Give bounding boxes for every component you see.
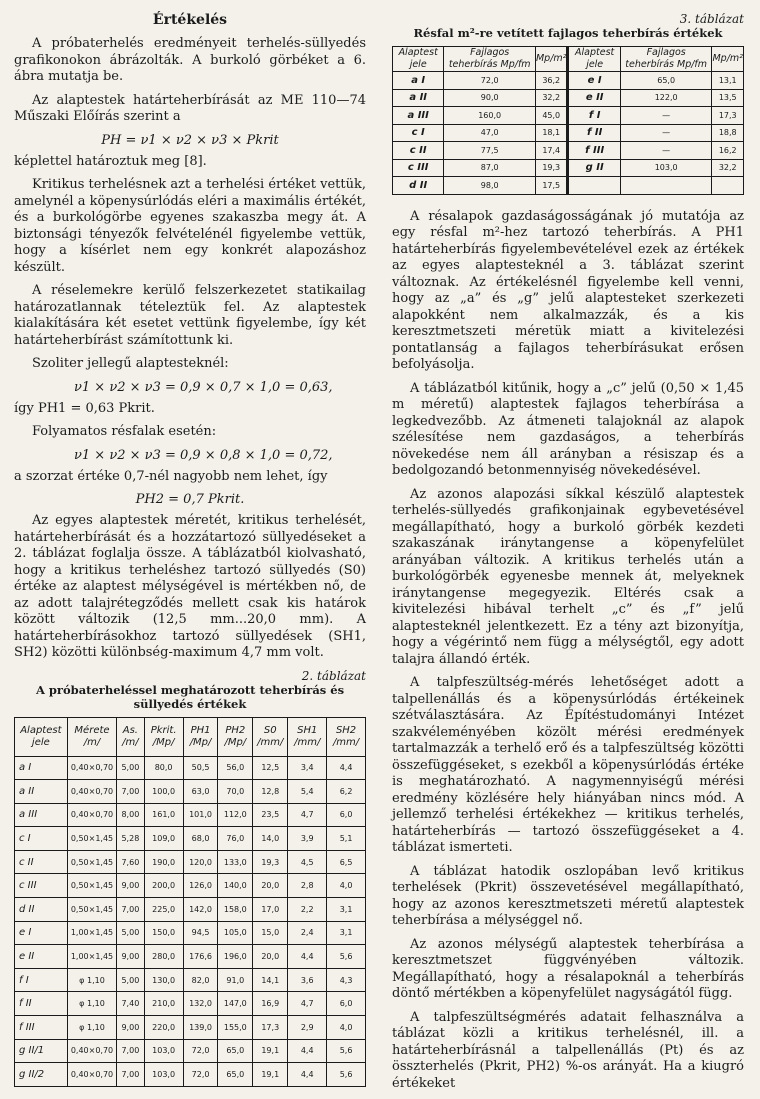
table-title: A próbaterheléssel meghatározott teherbírás és süllyedés értékek [35, 682, 345, 711]
table-cell: 17,5 [535, 177, 568, 195]
column-header: Mérete /m/ [67, 717, 117, 756]
table-cell: 133,0 [218, 850, 253, 874]
table-cell: 50,5 [183, 756, 218, 780]
table-row [15, 803, 366, 827]
paragraph: Az egyes alaptestek méretét, kritikus terhelését, határteherbírását és a hozzátartozó süllyedéseket a 2. táblázat foglalja össze. A táblázatból kiolvasható, hogy a kritikus terheléshez tartozó süllyedés (S0) értéke az alaptest mélységével is mértékben nő, de az adott talajrétegződés mellett csak kis határok között változik (12,5 mm...20,0 mm). A határteherbírásokhoz tartozó süllyedések (SH1, SH2) közötti különbség-maximum 4,7 mm volt. [14, 513, 366, 660]
row-label: c I [393, 124, 444, 142]
table-cell: 220,0 [144, 1016, 183, 1040]
table-cell: 6,0 [327, 803, 366, 827]
table-cell: 210,0 [144, 992, 183, 1016]
table-cell: 147,0 [218, 992, 253, 1016]
paragraph: A táblázat hatodik oszlopában levő kritikus terhelések (Pkrit) összevetésével megállapítható, hogy az azonos keresztmetszeti méretű alaptestek teherbírása a mélységgel nő. [392, 863, 744, 928]
table-cell: 72,0 [444, 72, 536, 90]
table-cell: 5,00 [117, 756, 144, 780]
table-cell: 19,1 [253, 1063, 288, 1087]
table-cell: φ 1,10 [67, 992, 117, 1016]
column-header: S0 /mm/ [253, 717, 288, 756]
table-cell: 9,00 [117, 1016, 144, 1040]
row-label: e II [568, 89, 620, 107]
table-cell: 280,0 [144, 945, 183, 969]
row-label [568, 177, 620, 195]
table-cell: 3,1 [327, 921, 366, 945]
table-cell: 4,4 [288, 1063, 327, 1087]
table-cell: 77,5 [444, 142, 536, 160]
column-header: Mp/m² [535, 47, 568, 72]
table-cell: 32,2 [535, 89, 568, 107]
column-header: SH2 /mm/ [327, 717, 366, 756]
table-cell: 23,5 [253, 803, 288, 827]
table-cell: 45,0 [535, 107, 568, 125]
table-cell: 16,9 [253, 992, 288, 1016]
table-cell: 130,0 [144, 968, 183, 992]
table-cell: 18,8 [712, 124, 744, 142]
table-cell: 100,0 [144, 780, 183, 804]
table-cell: 112,0 [218, 803, 253, 827]
table-cell: 4,3 [327, 968, 366, 992]
paragraph: a szorzat értéke 0,7-nél nagyobb nem lehet, így [14, 468, 328, 484]
table-cell: 150,0 [144, 921, 183, 945]
column-header: SH1 /mm/ [288, 717, 327, 756]
table-row [15, 992, 366, 1016]
table-cell: — [620, 107, 712, 125]
table-cell: 5,6 [327, 1039, 366, 1063]
table-cell: 19,3 [253, 850, 288, 874]
table-cell: 139,0 [183, 1016, 218, 1040]
table-cell: 7,00 [117, 898, 144, 922]
table-cell: 0,50×1,45 [67, 874, 117, 898]
table-row [393, 142, 744, 160]
table-cell: 132,0 [183, 992, 218, 1016]
table-cell: 5,00 [117, 921, 144, 945]
table-cell: — [620, 142, 712, 160]
table-cell: 72,0 [183, 1039, 218, 1063]
table-cell: φ 1,10 [67, 1016, 117, 1040]
table-cell: 82,0 [183, 968, 218, 992]
table-cell: 90,0 [444, 89, 536, 107]
table-cell: 200,0 [144, 874, 183, 898]
formula: ν1 × ν2 × ν3 = 0,9 × 0,7 × 1,0 = 0,63, [74, 379, 333, 395]
table-cell: 76,0 [218, 827, 253, 851]
table-cell: 70,0 [218, 780, 253, 804]
table-cell: 196,0 [218, 945, 253, 969]
paragraph: Kritikus terhelésnek azt a terhelési értéket vettük, amelynél a köpenysúrlódás eléri a maximális értékét, és a burkológörbe egyenes szakaszba megy át. A biztonsági tényezők felvételénél figyelembe vettük, hogy a kísérlet nem egy konkrét alapozáshoz készült. [14, 177, 366, 275]
table-cell: 3,4 [288, 756, 327, 780]
row-label: g II/1 [15, 1039, 68, 1063]
table-cell: 19,1 [253, 1039, 288, 1063]
row-label: e I [15, 921, 68, 945]
table-cell: 98,0 [444, 177, 536, 195]
column-header: Alaptest jele [393, 47, 444, 72]
row-label: a III [15, 803, 68, 827]
table-cell: 17,3 [712, 107, 744, 125]
table-cell: 17,3 [253, 1016, 288, 1040]
table-cell: 13,1 [712, 72, 744, 90]
table-cell: 122,0 [620, 89, 712, 107]
table-cell [620, 177, 712, 195]
table-cell: 0,40×0,70 [67, 780, 117, 804]
table-number: 3. táblázat [679, 12, 744, 26]
table-cell: 17,0 [253, 898, 288, 922]
table-cell: 1,00×1,45 [67, 945, 117, 969]
table-row [15, 968, 366, 992]
table-cell: 65,0 [218, 1039, 253, 1063]
table-cell: 0,40×0,70 [67, 1063, 117, 1087]
table-cell: 5,28 [117, 827, 144, 851]
table-cell: 105,0 [218, 921, 253, 945]
table-cell: 160,0 [444, 107, 536, 125]
column-header: Fajlagos teherbírás Mp/fm [444, 47, 536, 72]
table-cell: 7,00 [117, 780, 144, 804]
table-cell: 2,8 [288, 874, 327, 898]
table-cell: 7,00 [117, 1039, 144, 1063]
row-label: f III [15, 1016, 68, 1040]
table-cell: 3,9 [288, 827, 327, 851]
table-cell: 103,0 [620, 159, 712, 177]
table-cell: 3,1 [327, 898, 366, 922]
table-cell: 101,0 [183, 803, 218, 827]
table-cell: 1,00×1,45 [67, 921, 117, 945]
table-cell: 87,0 [444, 159, 536, 177]
table-cell: 14,1 [253, 968, 288, 992]
column-header: Alaptest jele [15, 717, 68, 756]
table-cell: 6,0 [327, 992, 366, 1016]
row-label: f II [15, 992, 68, 1016]
table-cell: 142,0 [183, 898, 218, 922]
right-column [392, 8, 744, 1099]
table-cell: 158,0 [218, 898, 253, 922]
row-label: c II [393, 142, 444, 160]
table-cell: 155,0 [218, 1016, 253, 1040]
table-cell: 12,8 [253, 780, 288, 804]
table-cell: 13,5 [712, 89, 744, 107]
table-row [393, 177, 744, 195]
column-header: PH1 /Mp/ [183, 717, 218, 756]
table-cell: 4,4 [327, 756, 366, 780]
row-label: d II [393, 177, 444, 195]
table-cell: 47,0 [444, 124, 536, 142]
table-cell: — [620, 124, 712, 142]
paragraph: A résalapok gazdaságosságának jó mutatója az egy résfal m²-hez tartozó teherbírás. A PH1 határteherbírás figyelembevételével ezek az értékek az egyes alaptesteknél a 3. táblázat szerint változnak. Az értékelésnél figyelembe kell venni, hogy az „a” és „g” jelű alaptesteket szerkezeti alapokként nem alkalmazzák, és a kis keresztmetszeti méretük miatt a kivitelezési pontatlanság a fajlagos teherbírásukat erősen befolyásolja. [392, 208, 744, 372]
row-label: a I [15, 756, 68, 780]
table-row [15, 1016, 366, 1040]
table-cell: 2,4 [288, 921, 327, 945]
table-cell: 56,0 [218, 756, 253, 780]
column-header: Pkrit. /Mp/ [144, 717, 183, 756]
paragraph: A talpfeszültség-mérés lehetőséget adott a talpellenállás és a köpenysúrlódás értékeinek szétválasztására. Az Építéstudományi Intézet szakvéleményében közölt mérési eredmények tartalmazzák a terhelő erő és a talpfeszültség közötti összefüggéseket, s ezekből a köpenysúrlódás értéke is meghatározható. A nagymennyiségű mérési eredmény közlésére hely hiányában nincs mód. A jellemző terhelési értékekhez — kritikus terhelés, határteherbírás — tartozó összefüggéseket a 4. táblázat ismerteti. [392, 675, 744, 855]
table-number: 2. táblázat [301, 668, 366, 683]
table-cell: 80,0 [144, 756, 183, 780]
table-row [393, 107, 744, 125]
table-row [15, 1063, 366, 1087]
table-cell: 225,0 [144, 898, 183, 922]
paragraph: képlettel határoztuk meg [8]. [14, 153, 207, 169]
table-cell: 17,4 [535, 142, 568, 160]
table-cell: 72,0 [183, 1063, 218, 1087]
table-cell: 36,2 [535, 72, 568, 90]
table-3 [392, 46, 744, 195]
table-cell: 161,0 [144, 803, 183, 827]
formula: ν1 × ν2 × ν3 = 0,9 × 0,8 × 1,0 = 0,72, [74, 447, 333, 463]
table-cell: 4,7 [288, 992, 327, 1016]
table-cell: 120,0 [183, 850, 218, 874]
table-cell: 20,0 [253, 874, 288, 898]
table-cell: 65,0 [620, 72, 712, 90]
table-cell: 68,0 [183, 827, 218, 851]
table-row [15, 874, 366, 898]
table-row [15, 850, 366, 874]
table-row [15, 780, 366, 804]
table-cell: 5,00 [117, 968, 144, 992]
table-row [393, 159, 744, 177]
row-label: f II [568, 124, 620, 142]
table-cell: 0,40×0,70 [67, 1039, 117, 1063]
column-header: Alaptest jele [568, 47, 620, 72]
table-cell: 63,0 [183, 780, 218, 804]
table-cell: 103,0 [144, 1039, 183, 1063]
paragraph: így PH1 = 0,63 Pkrit. [14, 400, 155, 416]
table-cell [712, 177, 744, 195]
table-cell: 94,5 [183, 921, 218, 945]
table-cell: 18,1 [535, 124, 568, 142]
paragraph: A réselemekre kerülő felszerkezetet statikailag határozatlannak tételeztük fel. Az alaptestek kialakítására két esetet vettünk figyelembe, így két határteherbírást számítottunk ki. [14, 283, 366, 348]
paragraph: Szoliter jellegű alaptesteknél: [32, 356, 229, 371]
table-cell: 2,9 [288, 1016, 327, 1040]
table-cell: 190,0 [144, 850, 183, 874]
row-label: a III [393, 107, 444, 125]
table-cell: 9,00 [117, 874, 144, 898]
table-cell: 7,00 [117, 1063, 144, 1087]
row-label: a II [15, 780, 68, 804]
table-cell: 65,0 [218, 1063, 253, 1087]
column-header: As. /m/ [117, 717, 144, 756]
row-label: g II [568, 159, 620, 177]
table-cell: 4,0 [327, 1016, 366, 1040]
table-title: Résfal m²-re vetített fajlagos teherbírás értékek [413, 26, 723, 40]
table-cell: 20,0 [253, 945, 288, 969]
table-cell: 7,40 [117, 992, 144, 1016]
table-cell: 4,7 [288, 803, 327, 827]
row-label: f I [15, 968, 68, 992]
paragraph: A talpfeszültségmérés adatait felhasználva a táblázat közli a kritikus terhelésnél, ill. a határteherbírásnál a talpellenállás (Pt) és az összterhelés (Pkrit, PH2) %-os arányát. Ha a kiugró értékeket [392, 1009, 744, 1091]
row-label: a II [393, 89, 444, 107]
section-heading: Értékelés [152, 12, 228, 28]
table-cell: 0,40×0,70 [67, 803, 117, 827]
row-label: f I [568, 107, 620, 125]
paragraph: Folyamatos résfalak esetén: [32, 424, 217, 439]
table-row [393, 124, 744, 142]
table-row [15, 921, 366, 945]
table-row [393, 89, 744, 107]
table-cell: 140,0 [218, 874, 253, 898]
table-cell: 5,6 [327, 1063, 366, 1087]
row-label: c II [15, 850, 68, 874]
table-cell: 5,4 [288, 780, 327, 804]
table-row [15, 827, 366, 851]
paragraph: Az azonos mélységű alaptestek teherbírása a keresztmetszet függvényében változik. Megállapítható, hogy a résalapoknál a teherbírás döntő mértékben a köpenyfelület nagyságától függ. [392, 936, 744, 1001]
row-label: d II [15, 898, 68, 922]
table-row [15, 898, 366, 922]
table-cell: 5,1 [327, 827, 366, 851]
table-cell: 3,6 [288, 968, 327, 992]
row-label: a I [393, 72, 444, 90]
table-cell: 4,4 [288, 945, 327, 969]
table-row [15, 756, 366, 780]
table-row [15, 1039, 366, 1063]
table-cell: 2,2 [288, 898, 327, 922]
row-label: e II [15, 945, 68, 969]
table-cell: 91,0 [218, 968, 253, 992]
table-cell: 0,50×1,45 [67, 850, 117, 874]
table-cell: 9,00 [117, 945, 144, 969]
formula: PH = ν1 × ν2 × ν3 × Pkrit [101, 132, 279, 148]
table-row [15, 945, 366, 969]
table-cell: 6,2 [327, 780, 366, 804]
table-cell: 109,0 [144, 827, 183, 851]
table-cell: 0,50×1,45 [67, 827, 117, 851]
table-cell: 0,40×0,70 [67, 756, 117, 780]
table-cell: 19,3 [535, 159, 568, 177]
paragraph: A táblázatból kitűnik, hogy a „c” jelű (0,50 × 1,45 m méretű) alaptestek fajlagos teherbírása a legkedvezőbb. Az átmeneti talajoknál az alapok szélesítése nem gazdaságos, a teherbírás növekedése nem áll arányban a résiszap és a bedolgozandó betonmennyiség növekedésével. [392, 380, 744, 478]
table-cell: 4,0 [327, 874, 366, 898]
table-cell: φ 1,10 [67, 968, 117, 992]
left-column [14, 8, 366, 1087]
table-cell: 4,4 [288, 1039, 327, 1063]
table-cell: 176,6 [183, 945, 218, 969]
row-label: c I [15, 827, 68, 851]
column-header: PH2 /Mp/ [218, 717, 253, 756]
table-row [393, 72, 744, 90]
row-label: f III [568, 142, 620, 160]
table-cell: 4,5 [288, 850, 327, 874]
paragraph: A próbaterhelés eredményeit terhelés-süllyedés grafikonokon ábrázolták. A burkoló görbéket a 6. ábra mutatja be. [14, 36, 366, 84]
row-label: e I [568, 72, 620, 90]
table-2 [14, 717, 366, 1087]
table-cell: 5,6 [327, 945, 366, 969]
table-cell: 12,5 [253, 756, 288, 780]
table-cell: 15,0 [253, 921, 288, 945]
table-cell: 14,0 [253, 827, 288, 851]
table-cell: 8,00 [117, 803, 144, 827]
table-cell: 6,5 [327, 850, 366, 874]
table-cell: 126,0 [183, 874, 218, 898]
paragraph: Az azonos alapozási síkkal készülő alaptestek terhelés-süllyedés grafikonjainak egybevetésével megállapítható, hogy a burkoló görbék kezdeti szakaszának iránytangense a köpenyfelület arányában változik. A kritikus terhelés után a burkológörbék egyenesbe mennek át, melyeknek iránytangense megegyezik. Eltérés csak a kivitelezési hibával terhelt „c” és „f” jelű alaptesteknél jelentkezett. Ez a tény azt bizonyítja, hogy a végérintő nem függ a mélységtől, egy adott talajra állandó érték. [392, 486, 744, 667]
column-header: Mp/m² [712, 47, 744, 72]
table-cell: 103,0 [144, 1063, 183, 1087]
row-label: g II/2 [15, 1063, 68, 1087]
row-label: c III [393, 159, 444, 177]
table-cell: 32,2 [712, 159, 744, 177]
table-cell: 7,60 [117, 850, 144, 874]
table-cell: 16,2 [712, 142, 744, 160]
row-label: c III [15, 874, 68, 898]
paragraph: Az alaptestek határteherbírását az ME 110—74 Műszaki Előírás szerint a [14, 92, 366, 124]
formula: PH2 = 0,7 Pkrit. [135, 492, 245, 507]
column-header: Fajlagos teherbírás Mp/fm [620, 47, 712, 72]
table-cell: 0,50×1,45 [67, 898, 117, 922]
